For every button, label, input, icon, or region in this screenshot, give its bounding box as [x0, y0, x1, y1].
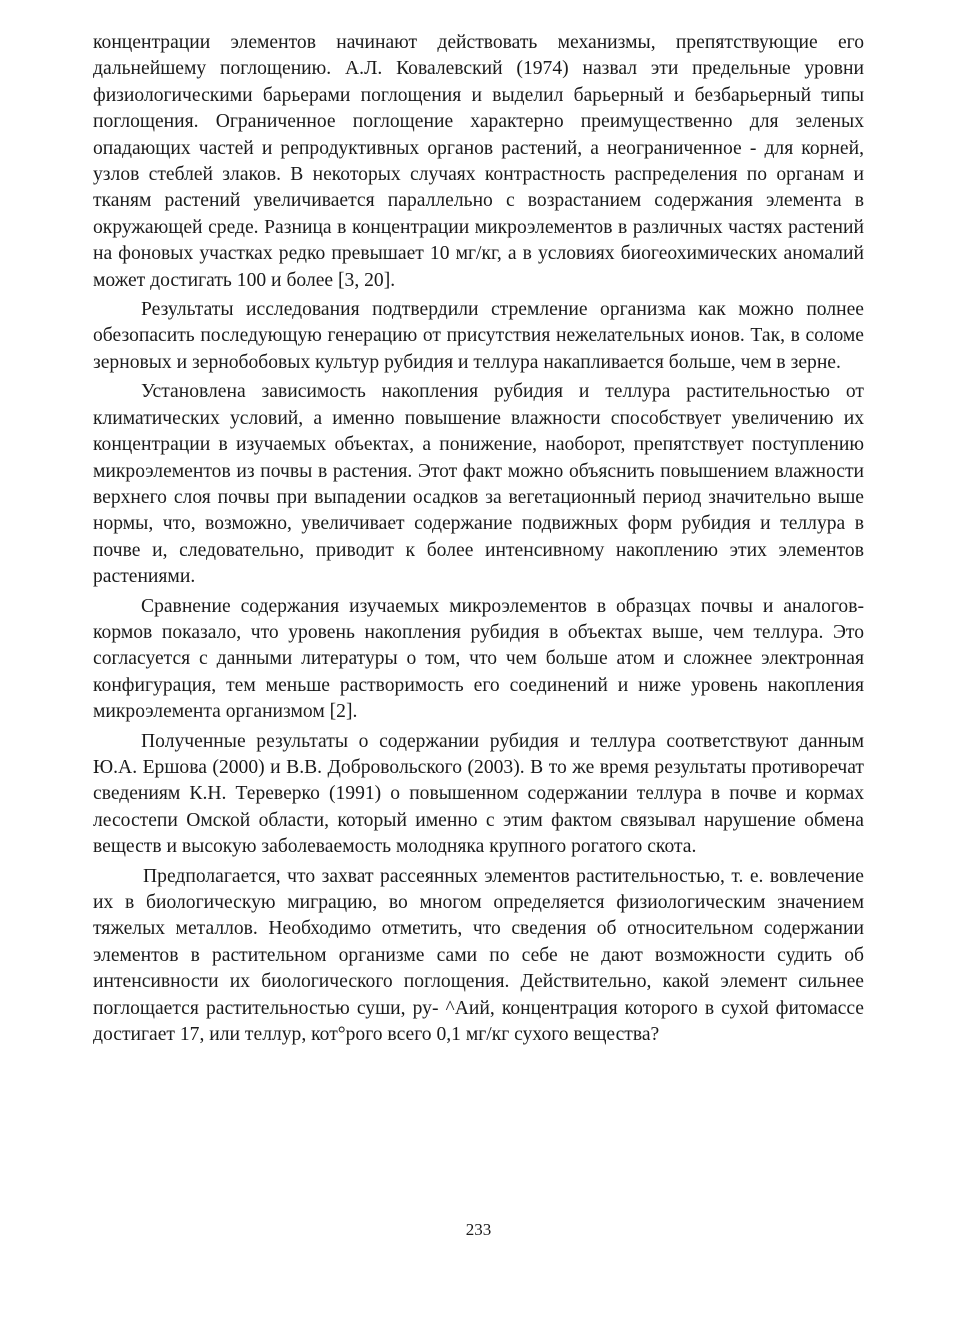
paragraph-4: Сравнение содержания изучаемых микроэлементов в образцах почвы и аналогов-кормов показало, что уровень накопления рубидия в объектах выше, чем теллура. Это согласуется с данными литературы о том, что чем больше атом и сложнее электронная конфигурация, тем меньше растворимость его соединений и ниже уровень накопления микроэлемента организмом [2]. [93, 595, 864, 723]
paragraph-1: концентрации элементов начинают действовать механизмы, препятствующие его дальнейшему поглощению. А.Л. Ковалевский (1974) назвал эти предельные уровни физиологическими барьерами поглощения и выделил барьерный и безбарьерный типы поглощения. Ограниченное поглощение характерно преимущественно для зеленых опадающих частей и репродуктивных органов растений, а неограниченное - для корней, узлов стеблей злаков. В некоторых случаях контрастность распределения по органам и тканям растений увеличивается параллельно с возрастанием содержания элемента в окружающей среде. Разница в концентрации микроэлементов в различных частях растений на фоновых участках редко превышает 10 мг/кг, а в условиях биогеохимических аномалий может достигать 100 и более [3, 20]. [93, 32, 864, 291]
paragraph-2: Результаты исследования подтвердили стремление организма как можно полнее обезопасить последующую генерацию от присутствия нежелательных ионов. Так, в соломе зерновых и зернобобовых культур рубидия и теллура накапливается больше, чем в зерне. [93, 299, 864, 373]
paragraph-3: Установлена зависимость накопления рубидия и теллура растительностью от климатических условий, а именно повышение влажности способствует увеличению их концентрации в изучаемых объектах, а понижение, наоборот, препятствует поступлению микроэлементов из почвы в растения. Этот факт можно объяснить повышением влажности верхнего слоя почвы при выпадении осадков за вегетационный период значительно выше нормы, что, возможно, увеличивает содержание подвижных форм рубидия и теллура в почве и, следовательно, приводит к более интенсивному накоплению этих элементов растениями. [93, 381, 864, 588]
paragraph-6: Предполагается, что захват рассеянных элементов растительностью, т. е. вовлечение их в биологическую миграцию, во многом определяется физиологическим значением тяжелых металлов. Необходимо отметить, что сведения об относительном содержании элементов в растительном организме сами по себе не дают возможности судить об интенсивности их биологического поглощения. Действительно, какой элемент сильнее поглощается растительностью суши, ру- ^Аий, концентрация которого в сухой фитомассе достигает 17, или теллур, кот°рого всего 0,1 мг/кг сухого вещества? [93, 865, 864, 1046]
document-body [93, 30, 864, 1051]
paragraph-5: Полученные результаты о содержании рубидия и теллура соответствуют данным Ю.А. Ершова (2000) и В.В. Добровольского (2003). В то же время результаты противоречат сведениям К.Н. Тереверко (1991) о повышенном содержании теллура в почве и кормах лесостепи Омской области, который именно с этим фактом связывал нарушение обмена веществ и высокую заболеваемость молодняка крупного рогатого скота. [93, 730, 864, 858]
page-number: 233 [465, 1220, 492, 1239]
